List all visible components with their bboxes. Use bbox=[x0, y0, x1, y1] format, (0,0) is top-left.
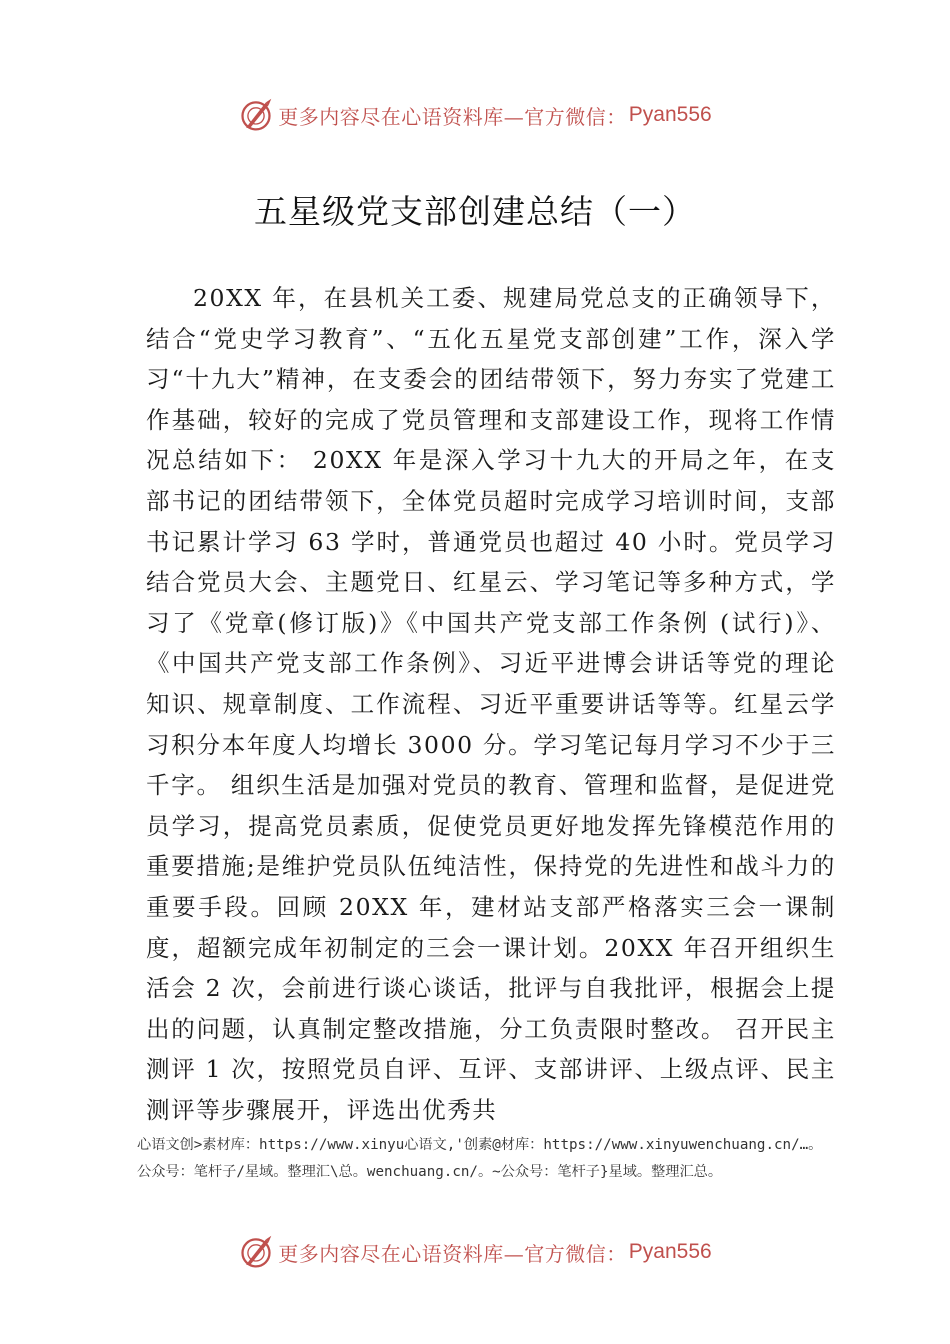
document-body: 20XX 年，在县机关工委、规建局党总支的正确领导下，结合“党史学习教育”、“五化五星党支部创建”工作，深入学习“十九大”精神，在支委会的团结带领下，努力夯实了党建工作基础，较好的完成了党员管理和支部建设工作，现将工作情况总结如下： 20XX 年是深入学习十九大的开局之年，在支部书记的团结带领下，全体党员超时完成学习培训时间，支部书记累计学习 63 学时，普通党员也超过 40 小时。党员学习结合党员大会、主题党日、红星云、学习笔记等多种方式，学习了《党章(修订版)》《中国共产党支部工作条例 (试行)》、《中国共产党支部工作条例》、习近平进博会讲话等党的理论知识、规章制度、工作流程、习近平重要讲话等等。红星云学习积分本年度人均增长 3000 分。学习笔记每月学习不少于三千字。 组织生活是加强对党员的教育、管理和监督，是促进党员学习，提高党员素质，促使党员更好地发挥先锋模范作用的重要措施;是维护党员队伍纯洁性，保持党的先进性和战斗力的重要手段。回顾 20XX 年，建材站支部严格落实三会一课制度，超额完成年初制定的三会一课计划。20XX 年召开组织生活会 2 次，会前进行谈心谈话，批评与自我批评，根据会上提出的问题，认真制定整改措施，分工负责限时整改。 召开民主测评 1 次，按照党员自评、互评、支部讲评、上级点评、民主测评等步骤展开，评选出优秀共 bbox=[146, 284, 836, 1124]
source-footer-note: 心语文创>素材库：https://www.xinyu心语文,'创素@材库：https://www.xinyuwenchuang.cn/…。公众号：笔杆子/星域。整理汇\总。wenchuang.cn/。~公众号：笔杆子}星域。整理汇总。 bbox=[137, 1137, 823, 1180]
watermark-text: 更多内容尽在心语资料库—官方微信： bbox=[278, 104, 627, 129]
quill-logo-icon bbox=[238, 1234, 274, 1270]
watermark-wechat-id: Pyan556 bbox=[628, 103, 712, 126]
footer-watermark bbox=[0, 1232, 950, 1272]
header-watermark bbox=[0, 95, 950, 135]
watermark-wechat-id: Pyan556 bbox=[628, 1240, 712, 1263]
watermark-text: 更多内容尽在心语资料库—官方微信： bbox=[278, 1241, 627, 1266]
document-title: 五星级党支部创建总结（一） bbox=[254, 192, 696, 231]
quill-logo-icon bbox=[238, 97, 274, 133]
